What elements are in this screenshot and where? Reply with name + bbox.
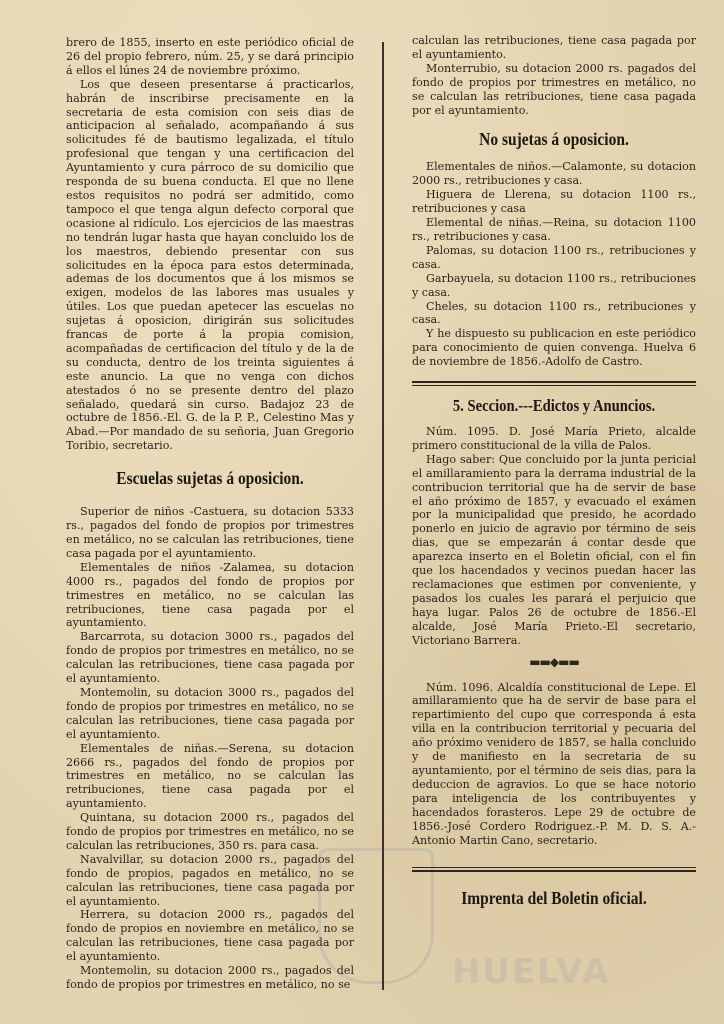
section-rule: [412, 381, 696, 383]
list-item: Higuera de Llerena, su dotacion 1100 rs., retribuciones y casa: [412, 188, 696, 216]
edict-1095-header: Núm. 1095. D. José María Prieto, alcalde primero constitucional de la villa de Palos.: [412, 425, 696, 452]
section-rule-thin: [412, 385, 696, 386]
column-divider: [382, 42, 384, 990]
list-item: Barcarrota, su dotacion 3000 rs., pagados del fondo de propios por trimestres en metálico, no se calculan las retribuciones, tiene casa pagada por el ayuntamiento.: [66, 630, 354, 686]
section-heading-no-sujetas: No sujetas á oposicion.: [479, 129, 629, 150]
edict-1095-body: Hago saber: Que concluido por la junta pericial el amillaramiento para la derrama industrial de la contribucion territorial que ha de servir de base el año próximo de 1857, y evacuado el exámen por la municipalidad que presido, he acordado ponerlo en juicio de agravio por término de seis dias, que se empezarán á contar desde que aparezca inserto en el Boletin oficial, con el fin que los hacendados y vecinos puedan hacer las reclamaciones que estimen por conveniente, y pasados los cuales les parará el perjuicio que haya lugar. Palos 26 de octubre de 1856.-El alcalde, José María Prieto.-El secretario, Victoriano Barrera.: [412, 452, 696, 647]
intro-paragraph: brero de 1855, inserto en este periódico oficial de 26 del propio febrero, núm. 25, y se dará principio á ellos el lúnes 24 de noviembre próximo.: [66, 36, 354, 77]
right-column: [412, 34, 696, 909]
list-item: Elemental de niñas.—Reina, su dotacion 1100 rs., retribuciones y casa.: [412, 216, 696, 243]
closing-paragraph: Y he dispuesto su publicacion en este periódico para conocimiento de quien convenga. Huelva 6 de noviembre de 1856.-Adolfo de Castro.: [412, 327, 696, 369]
continuation-paragraph: calculan las retribuciones, tiene casa pagada por el ayuntamiento.: [412, 34, 696, 61]
footer-rule-thin: [412, 867, 696, 868]
list-item: Herrera, su dotacion 2000 rs., pagados del fondo de propios en noviembre en metálico, no se calculan las retribuciones, tiene casa pagada por el ayuntamiento.: [66, 908, 354, 964]
section-heading-escuelas-sujetas: Escuelas sujetas á oposicion.: [116, 468, 304, 489]
edict-1096-body: Núm. 1096. Alcaldía constitucional de Lepe. El amillaramiento que ha de servir de base para el repartimiento del cupo que corresponda á esta villa en la contribucion territorial y pecuaria del año próximo venidero de 1857, se halla concluido y de manifiesto en la secretaria de su ayuntamiento, por el término de seis dias, para la deduccion de agravios. Lo que se hace notorio para inteligencia de los contribuyentes y hacendados forasteros. Lepe 29 de octubre de 1856.-José Cordero Rodriguez.-P. M. D. S. A.-Antonio Martin Cano, secretario.: [412, 680, 696, 847]
footer-rule: [412, 870, 696, 872]
list-item: Navalvillar, su dotacion 2000 rs., pagados del fondo de propios, pagados en metálico, no se calculan las retribuciones, tiene casa pagada por el ayuntamiento.: [66, 852, 354, 908]
list-item: Garbayuela, su dotacion 1100 rs., retribuciones y casa.: [412, 271, 696, 299]
left-column: [66, 36, 354, 992]
list-item: Elementales de niños -Zalamea, su dotacion 4000 rs., pagados del fondo de propios por trimestres en metálico, no se calculan las retribuciones, tiene casa pagada por el ayuntamiento.: [66, 560, 354, 630]
watermark-text: HUELVA: [452, 952, 611, 992]
list-item: Montemolin, su dotacion 2000 rs., pagados del fondo de propios por trimestres en metálico, no se: [66, 964, 354, 991]
list-item: Elementales de niños.—Calamonte, su dotacion 2000 rs., retribuciones y casa.: [412, 160, 696, 188]
list-item: Palomas, su dotacion 1100 rs., retribuciones y casa.: [412, 243, 696, 271]
list-item: Superior de niños -Castuera, su dotacion 5333 rs., pagados del fondo de propios por trimestres en metálico, no se calculan las retribuciones, tiene casa pagada por el ayuntamiento.: [66, 505, 354, 560]
printer-footer: Imprenta del Boletin oficial.: [461, 888, 647, 909]
ornament-divider: ▬▬◆▬▬: [529, 654, 579, 669]
requirements-paragraph: Los que deseen presentarse á practicarlos, habrán de inscribirse precisamente en la secretaria de esta comision con seis dias de anticipacion al señalado, acompañando á sus solicitudes fé de bautismo legalizada, el título profesional que tengan y una certificacion del Ayuntamiento y cura párroco de su domicilio que responda de su buena conducta. El que no llene estos requisitos no podrá ser admitido, como tampoco el que tenga algun defecto corporal que ocasione al ridículo. Los ejercicios de las maestras no tendrán lugar hasta que hayan concluido los de los maestros, debiendo presentar con sus solicitudes en la época para estos determinada, ademas de los documentos que á los mismos se exigen, modelos de las labores mas usuales y útiles. Los que puedan apetecer las escuelas no sujetas á oposicion, dirigirán sus solicitudes francas de porte á la propia comision, acompañadas de certificacion del título y de la de su conducta, dentro de los treinta siguientes á este anuncio. La que no venga con dichos atestados ó no se presente dentro del plazo señalado, quedará sin curso. Badajoz 23 de octubre de 1856.-El. G. de la P. P., Celestino Mas y Abad.—Por mandado de su señoria, Juan Gregorio Toribio, secretario.: [66, 77, 354, 453]
list-item: Monterrubio, su dotacion 2000 rs. pagados del fondo de propios por trimestres en metálico, no se calculan las retribuciones, tiene casa pagada por el ayuntamiento.: [412, 61, 696, 117]
list-item: Elementales de niñas.—Serena, su dotacion 2666 rs., pagados del fondo de propios por trimestres en metálico, no se calculan las retribuciones, tiene casa pagada por el ayuntamiento.: [66, 741, 354, 811]
list-item: Quintana, su dotacion 2000 rs., pagados del fondo de propios por trimestres en metálico, no se calculan las retribuciones, 350 rs. para casa.: [66, 811, 354, 852]
section-heading-edictos: 5. Seccion.---Edictos y Anuncios.: [452, 396, 656, 416]
list-item: Cheles, su dotacion 1100 rs., retribuciones y casa.: [412, 299, 696, 327]
list-item: Montemolin, su dotacion 3000 rs., pagados del fondo de propios por trimestres en metálico, no se calculan las retribuciones, tiene casa pagada por el ayuntamiento.: [66, 685, 354, 741]
